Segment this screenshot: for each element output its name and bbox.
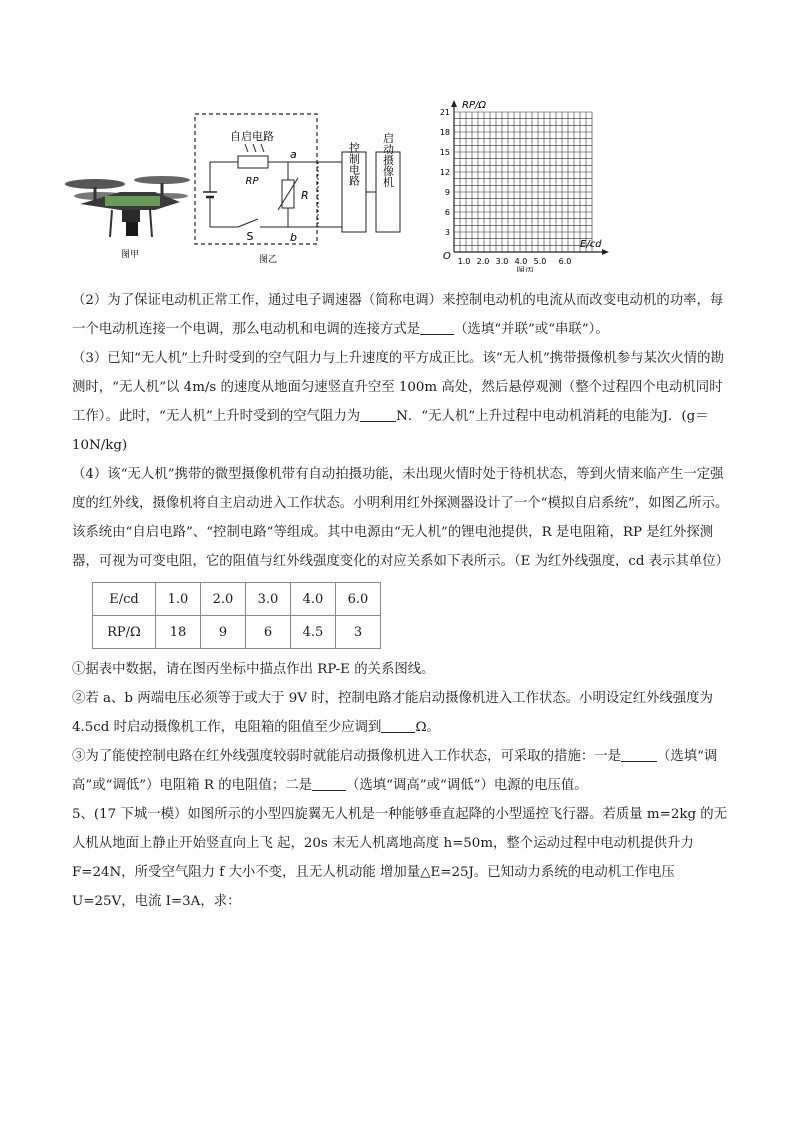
question-text <box>72 286 732 916</box>
rp-resistor <box>238 156 268 168</box>
x-axis-label: E/cd <box>580 239 602 250</box>
drone-illustration <box>65 176 190 260</box>
sub-question-3-text-c: （选填“调高”或“调低”）电源的电压值。 <box>346 778 588 793</box>
question-2-text: （2）为了保证电动机正常工作，通过电子调速器（简称电调）来控制电动机的电流从而改变电动机的功率，每一个电动机连接一个电调，那么电动机和电调的连接方式是 <box>72 293 724 337</box>
question-3-text-b: N．“无人机”上升过程中电动机消耗的电能为 <box>396 409 663 424</box>
self-start-label: 自启电路 <box>230 130 274 143</box>
figure-c-caption: 图丙 <box>515 267 535 272</box>
table-row <box>93 583 381 616</box>
rp-label: RP <box>245 176 259 187</box>
circuit-diagram <box>195 114 400 265</box>
x-tick-label: 1.0 <box>457 257 471 266</box>
x-axis-arrow <box>602 249 609 255</box>
y-tick-label: 21 <box>439 108 450 117</box>
y-tick-label: 18 <box>439 128 450 137</box>
node-b-label: b <box>290 231 297 244</box>
table-cell: 1.0 <box>156 583 201 616</box>
answer-blank-voltage-adjust[interactable] <box>312 774 346 791</box>
answer-blank-resistance[interactable] <box>381 716 415 733</box>
sub-question-3-text: ③为了能使控制电路在红外线强度较弱时就能启动摄像机进入工作状态，可采取的措施：一是 <box>72 749 622 764</box>
table-cell: 6 <box>246 616 291 649</box>
figure-a-caption: 图甲 <box>120 250 140 260</box>
table-row <box>93 616 381 649</box>
y-tick-label: 12 <box>439 168 450 177</box>
x-tick-label: 5.0 <box>533 257 547 266</box>
sub-question-2-text: ②若 a、b 两端电压必须等于或大于 9V 时，控制电路才能启动摄像机进入工作状态。小明设定红外线强度为 4.5cd 时启动摄像机工作，电阻箱的阻值至少应调到 <box>72 691 713 735</box>
x-tick-label: 4.0 <box>514 257 528 266</box>
y-tick-label: 3 <box>444 228 450 237</box>
y-tick-label: 6 <box>444 208 450 217</box>
question-2-tail: （选填“并联”或“串联”）。 <box>454 322 609 337</box>
table-cell: 3.0 <box>246 583 291 616</box>
table-cell: 3 <box>336 616 381 649</box>
table-cell: 9 <box>201 616 246 649</box>
table-header-e: E/cd <box>93 583 156 616</box>
figures-row <box>60 92 740 272</box>
answer-blank-connection[interactable] <box>420 318 454 335</box>
question-3 <box>72 344 732 460</box>
table-cell: 4.0 <box>291 583 336 616</box>
coordinate-grid <box>440 100 609 272</box>
figure-b-caption: 图乙 <box>258 255 278 265</box>
node-a-label: a <box>290 148 297 161</box>
question-4-text: （4）该“无人机”携带的微型摄像机带有自动拍摄功能，未出现火情时处于待机状态，等到火情来临产生一定强度的红外线，摄像机将自主启动进入工作状态。小明利用红外探测器设计了一个“模拟自启系统”，如图乙所示。该系统由“自启电路”、“控制电路”等组成。其中电源由“无人机”的锂电池提供，R 是电阻箱，RP 是红外探测器，可视为可变电阻，它的阻值与红外线强度变化的对应关系如下表所示。（E 为红外线强度，cd 表示其单位） <box>72 467 730 569</box>
answer-blank-r-adjust[interactable] <box>621 745 657 762</box>
x-tick-label: 3.0 <box>495 257 509 266</box>
y-tick-label: 9 <box>444 188 450 197</box>
sub-question-3-text-b: （选填“调高”或“调低”）电阻箱 R 的电阻值；二是 <box>72 749 718 793</box>
question-5: 5、(17 下城一模）如图所示的小型四旋翼无人机是一种能够垂直起降的小型遥控飞行器。若质量 m=2kg 的无人机从地面上静止开始竖直向上飞 起，20s 末无人机离地高度 h=50m，整个运动过程中电动机提供升力 F=24N，所受空气阻力 f 大小不变，且无人机动能 增加量△E=25J。已知动力系统的电动机工作电压 U=25V，电流 I=3A，求： <box>72 807 728 909</box>
question-2 <box>72 286 732 344</box>
table-cell: 6.0 <box>336 583 381 616</box>
origin-label: O <box>443 251 451 262</box>
table-cell: 2.0 <box>201 583 246 616</box>
table-header-rp: RP/Ω <box>93 616 156 649</box>
y-tick-label: 15 <box>439 148 450 157</box>
question-3-text: （3）已知“无人机”上升时受到的空气阻力与上升速度的平方成正比。该“无人机”携带摄像机参与某次火情的勘测时，“无人机”以 4m/s 的速度从地面匀速竖直升空至 100m 高处，然后悬停观测（整个过程四个电动机同时工作）。此时，“无人机”上升时受到的空气阻力为 <box>72 351 724 424</box>
y-axis-label: RP/Ω <box>462 100 486 111</box>
control-circuit-label: 控制电路 <box>347 142 361 186</box>
sub-question-2-unit: Ω。 <box>415 720 440 735</box>
sub-question-3 <box>72 742 732 800</box>
figures-svg <box>60 92 740 272</box>
table-cell: 18 <box>156 616 201 649</box>
question-4 <box>72 460 732 576</box>
question-3-text-c: J．(g＝10N/kg) <box>72 409 709 453</box>
rp-e-table <box>92 582 381 649</box>
camera-label: 启动摄像机 <box>381 132 395 188</box>
r-label: R <box>301 189 309 202</box>
x-tick-label: 2.0 <box>476 257 490 266</box>
switch-label: S <box>246 230 254 243</box>
sub-question-1: ①据表中数据，请在图丙坐标中描点作出 RP-E 的关系图线。 <box>72 662 435 677</box>
y-axis-arrow <box>451 100 457 107</box>
sub-question-2 <box>72 684 732 742</box>
x-tick-label: 6.0 <box>558 257 572 266</box>
table-cell: 4.5 <box>291 616 336 649</box>
answer-blank-air-resistance[interactable] <box>360 405 396 422</box>
